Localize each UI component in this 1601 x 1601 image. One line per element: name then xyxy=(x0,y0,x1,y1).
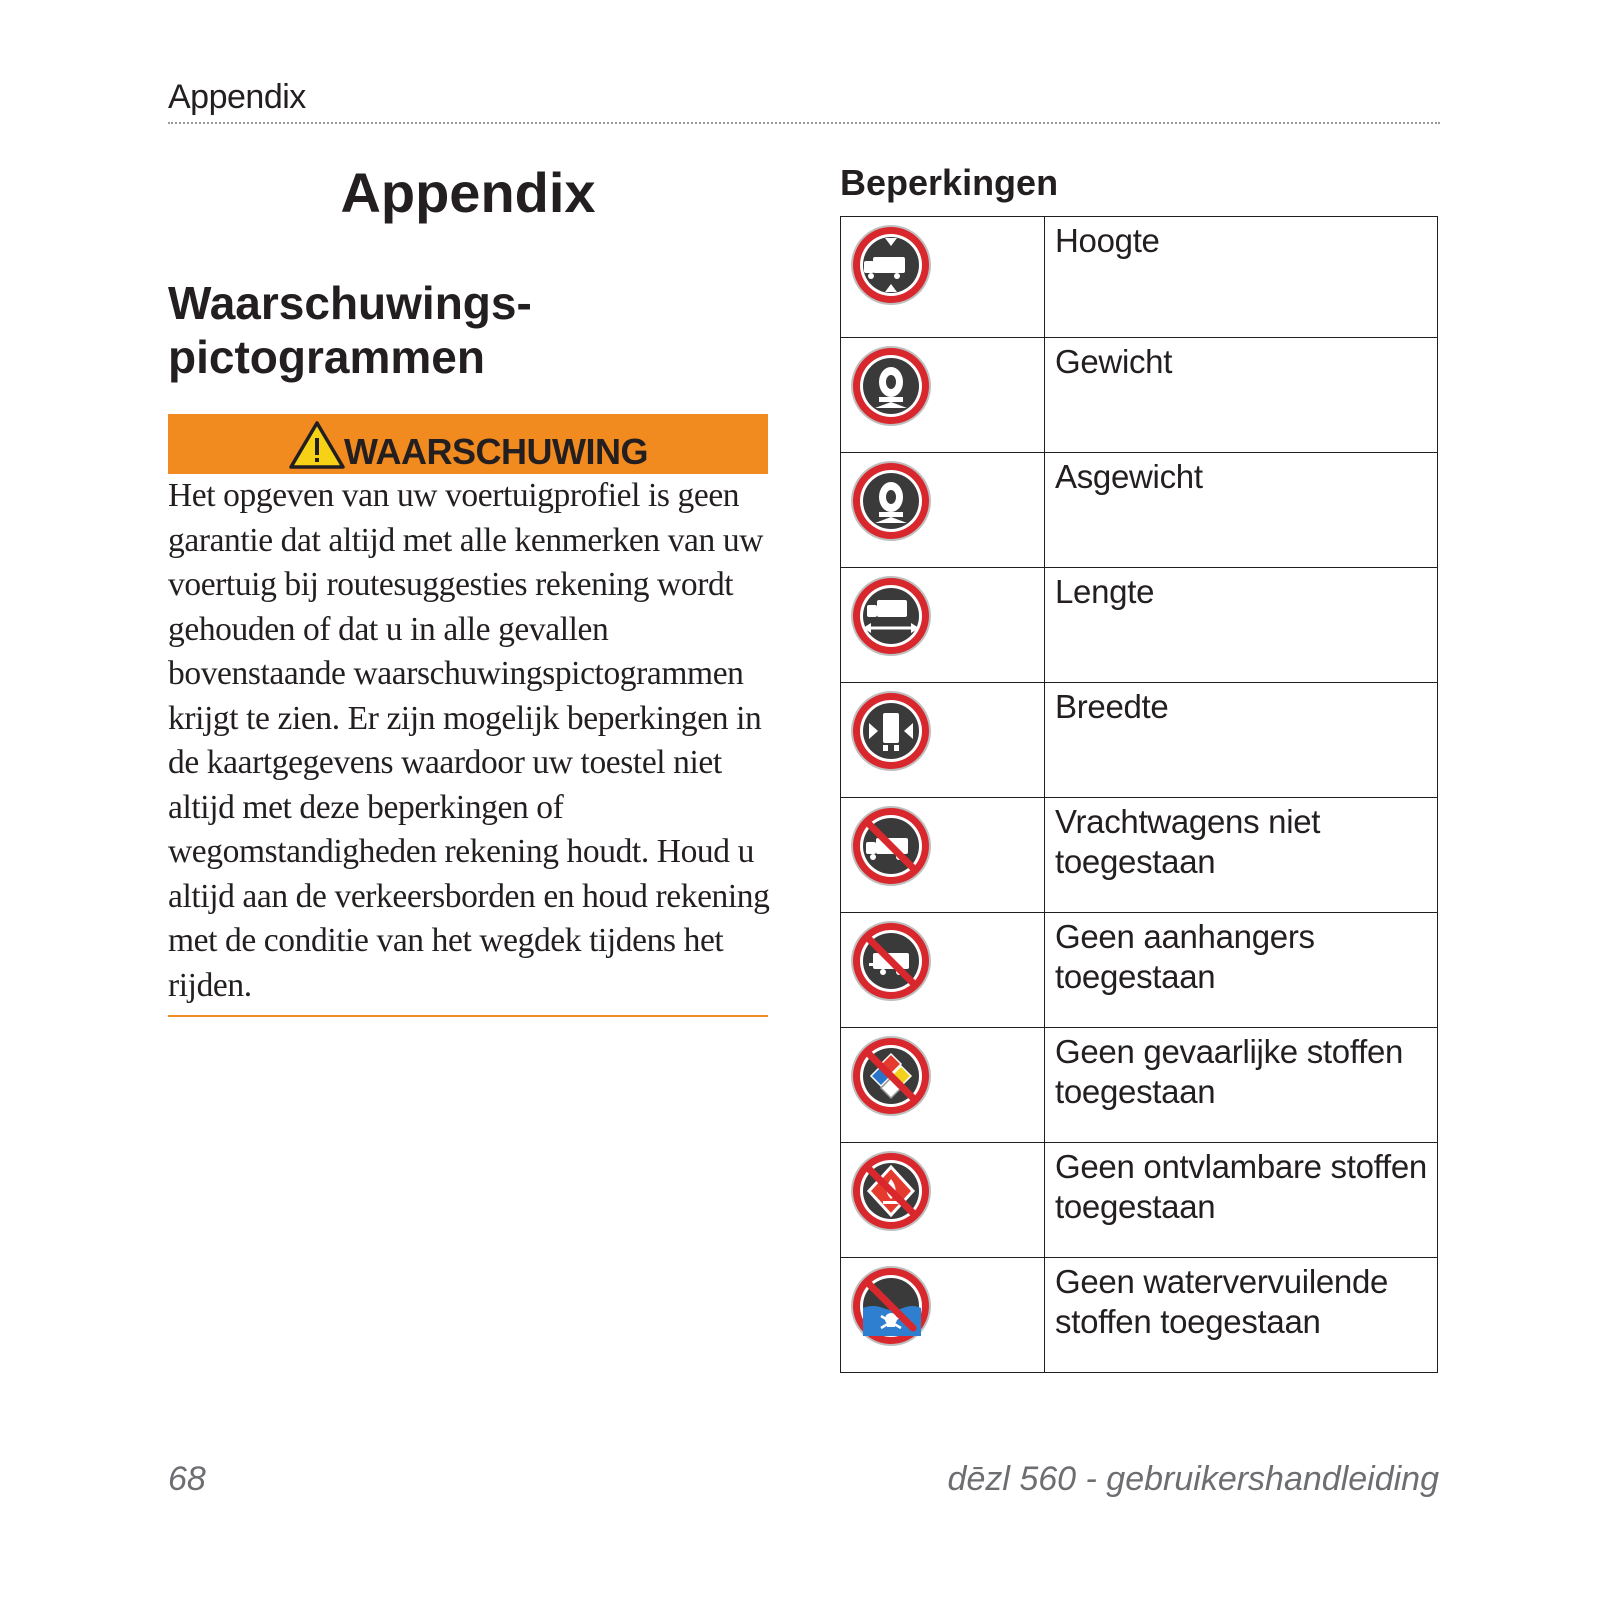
restriction-row xyxy=(841,913,1438,1028)
restriction-label: Hoogte xyxy=(1045,217,1438,338)
warning-triangle-icon xyxy=(288,420,346,470)
section-heading xyxy=(168,276,768,384)
restriction-row xyxy=(841,217,1438,338)
page-number: 68 xyxy=(168,1460,206,1498)
length-restriction-icon xyxy=(849,574,933,658)
restriction-label: Breedte xyxy=(1045,683,1438,798)
restriction-icon-cell xyxy=(841,913,1045,1028)
warning-label: WAARSCHUWING xyxy=(344,431,648,472)
restriction-label: Geen ontvlambare stoffen toegestaan xyxy=(1045,1143,1438,1258)
restriction-icon-cell xyxy=(841,217,1045,338)
restriction-label: Asgewicht xyxy=(1045,453,1438,568)
restriction-icon-cell xyxy=(841,1258,1045,1373)
restriction-row xyxy=(841,1258,1438,1373)
restriction-label: Geen watervervuilende stoffen toegestaan xyxy=(1045,1258,1438,1373)
weight-restriction-icon xyxy=(849,344,933,428)
no-trucks-icon xyxy=(849,804,933,888)
running-head: Appendix xyxy=(168,78,306,116)
no-hazardous-materials-icon xyxy=(849,1034,933,1118)
restrictions-table xyxy=(840,216,1438,1373)
warning-banner xyxy=(168,414,768,474)
width-restriction-icon xyxy=(849,689,933,773)
manual-title: dēzl 560 - gebruikershandleiding xyxy=(947,1460,1439,1498)
restriction-label: Geen aanhangers toegestaan xyxy=(1045,913,1438,1028)
restriction-row xyxy=(841,1028,1438,1143)
warning-bottom-rule xyxy=(168,1015,768,1017)
restriction-label: Gewicht xyxy=(1045,338,1438,453)
height-restriction-icon xyxy=(849,223,933,307)
restriction-row xyxy=(841,453,1438,568)
axle-weight-restriction-icon xyxy=(849,459,933,543)
warning-text: Het opgeven van uw voertuigprofiel is geen garantie dat altijd met alle kenmerken van uw voertuig bij routesuggesties rekening wordt gehouden of dat u in alle gevallen bovenstaande waarschuwingspictogrammen krijgt te zien. Er zijn mogelijk beperkingen in de kaartgegevens waardoor uw toestel niet altijd met deze beperkingen of wegomstandigheden rekening houdt. Houd u altijd aan de verkeersborden en houd rekening met de conditie van het wegdek tijdens het rijden. xyxy=(168,477,770,1004)
restriction-icon-cell xyxy=(841,1143,1045,1258)
restriction-label: Geen gevaarlijke stoffen toegestaan xyxy=(1045,1028,1438,1143)
restriction-label: Vrachtwagens niet toegestaan xyxy=(1045,798,1438,913)
restriction-label: Lengte xyxy=(1045,568,1438,683)
restriction-icon-cell xyxy=(841,683,1045,798)
restriction-icon-cell xyxy=(841,338,1045,453)
restriction-row xyxy=(841,1143,1438,1258)
restriction-icon-cell xyxy=(841,568,1045,683)
section-heading-line: Waarschuwings- pictogrammen xyxy=(168,277,532,383)
restriction-row xyxy=(841,568,1438,683)
restriction-icon-cell xyxy=(841,453,1045,568)
header-divider xyxy=(168,122,1440,124)
restriction-row xyxy=(841,338,1438,453)
no-water-pollutants-icon xyxy=(849,1264,933,1348)
restriction-icon-cell xyxy=(841,798,1045,913)
no-flammable-materials-icon xyxy=(849,1149,933,1233)
restrictions-heading: Beperkingen xyxy=(840,162,1059,203)
page-title: Appendix xyxy=(340,161,596,224)
restriction-row xyxy=(841,683,1438,798)
restriction-icon-cell xyxy=(841,1028,1045,1143)
no-trailers-icon xyxy=(849,919,933,1003)
restriction-row xyxy=(841,798,1438,913)
